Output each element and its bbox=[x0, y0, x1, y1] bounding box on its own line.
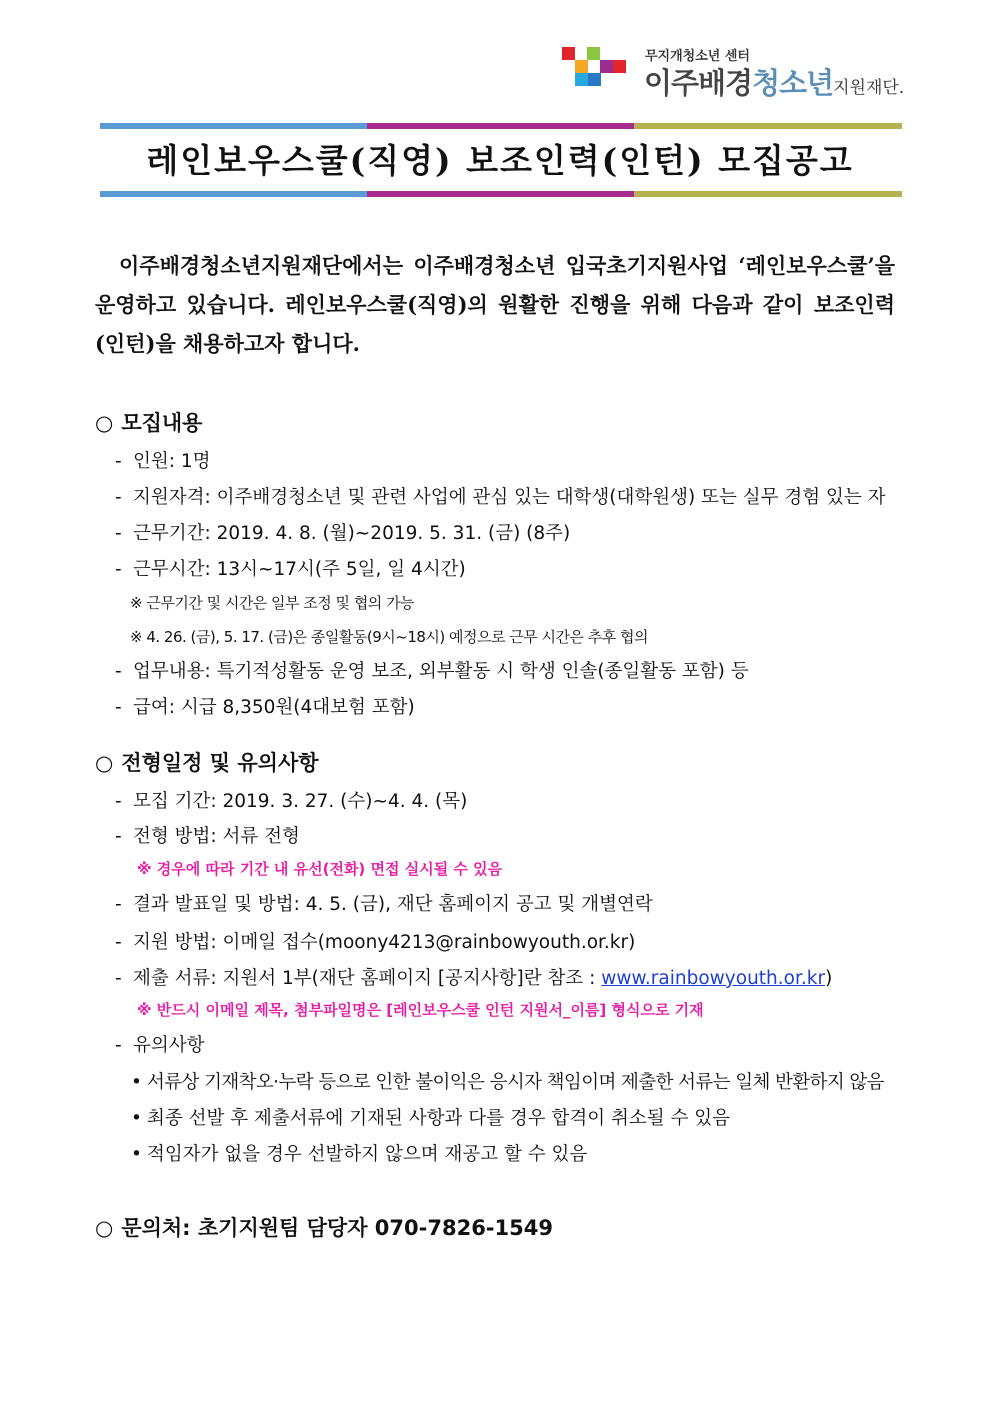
list-item: - 근무기간: 2019. 4. 8. (월)~2019. 5. 31. (금) (8주) bbox=[115, 523, 571, 544]
title-bottom-bar bbox=[100, 191, 902, 197]
section-recruitment-heading: ○ 모집내용 bbox=[95, 411, 203, 435]
circle-marker: ○ bbox=[95, 411, 114, 435]
bullet-item: • 적임자가 없을 경우 선발하지 않으며 재공고 할 수 있음 bbox=[131, 1144, 588, 1165]
intro-paragraph: 이주배경청소년지원재단에서는 이주배경청소년 입국초기지원사업 ‘레인보우스쿨’을 운영하고 있습니다. 레인보우스쿨(직영)의 원활한 진행을 위해 다음과 같이 보조인력(인턴)을 채용하고자 합니다. bbox=[95, 253, 895, 356]
note-text: ※ 4. 26. (금), 5. 17. (금)은 종일활동(9시~18시) 예정으로 근무 시간은 추후 협의 bbox=[130, 628, 648, 646]
list-item: - 업무내용: 특기적성활동 운영 보조, 외부활동 시 학생 인솔(종일활동 포함) 등 bbox=[115, 661, 749, 682]
title-top-bar bbox=[100, 123, 902, 129]
logo-mosaic-icon bbox=[560, 45, 630, 95]
list-item: - 제출 서류: 지원서 1부(재단 홈페이지 [공지사항]란 참조 : www.rainbowyouth.or.kr) bbox=[115, 968, 833, 989]
logo-subtitle: 무지개청소년 센터 bbox=[645, 49, 750, 64]
bullet-item: • 서류상 기재착오·누락 등으로 인한 불이익은 응시자 책임이며 제출한 서류는 일체 반환하지 않음 bbox=[131, 1072, 884, 1093]
list-item: - 인원: 1명 bbox=[115, 451, 211, 472]
circle-marker: ○ bbox=[95, 1216, 114, 1240]
list-item: - 결과 발표일 및 방법: 4. 5. (금), 재단 홈페이지 공고 및 개별연락 bbox=[115, 894, 653, 915]
note-text: ※ 근무기간 및 시간은 일부 조정 및 협의 가능 bbox=[130, 594, 415, 612]
list-item: - 전형 방법: 서류 전형 bbox=[115, 826, 300, 847]
list-item: - 근무시간: 13시~17시(주 5일, 일 4시간) bbox=[115, 559, 466, 580]
highlight-note: ※ 경우에 따라 기간 내 유선(전화) 면접 실시될 수 있음 bbox=[137, 860, 503, 878]
highlight-note: ※ 반드시 이메일 제목, 첨부파일명은 [레인보우스쿨 인턴 지원서_이름] 형식으로 기재 bbox=[137, 1001, 704, 1019]
contact-line: ○ 문의처: 초기지원팀 담당자 070-7826-1549 bbox=[95, 1216, 553, 1240]
list-item: - 지원 방법: 이메일 접수(moony4213@rainbowyouth.or.kr) bbox=[115, 932, 636, 953]
section-schedule-heading: ○ 전형일정 및 유의사항 bbox=[95, 751, 319, 775]
list-item: - 유의사항 bbox=[115, 1035, 205, 1056]
list-item: - 급여: 시급 8,350원(4대보험 포함) bbox=[115, 697, 415, 718]
homepage-link[interactable]: www.rainbowyouth.or.kr bbox=[601, 968, 826, 989]
foundation-logo bbox=[560, 45, 905, 100]
circle-marker: ○ bbox=[95, 751, 114, 775]
bullet-item: • 최종 선발 후 제출서류에 기재된 사항과 다를 경우 합격이 취소될 수 있음 bbox=[131, 1108, 730, 1129]
list-item: - 모집 기간: 2019. 3. 27. (수)~4. 4. (목) bbox=[115, 791, 468, 812]
page-title: 레인보우스쿨(직영) 보조인력(인턴) 모집공고 bbox=[146, 141, 854, 180]
list-item: - 지원자격: 이주배경청소년 및 관련 사업에 관심 있는 대학생(대학원생) 또는 실무 경험 있는 자 bbox=[115, 487, 886, 508]
logo-wordmark: 이주배경청소년지원재단. bbox=[644, 66, 905, 100]
